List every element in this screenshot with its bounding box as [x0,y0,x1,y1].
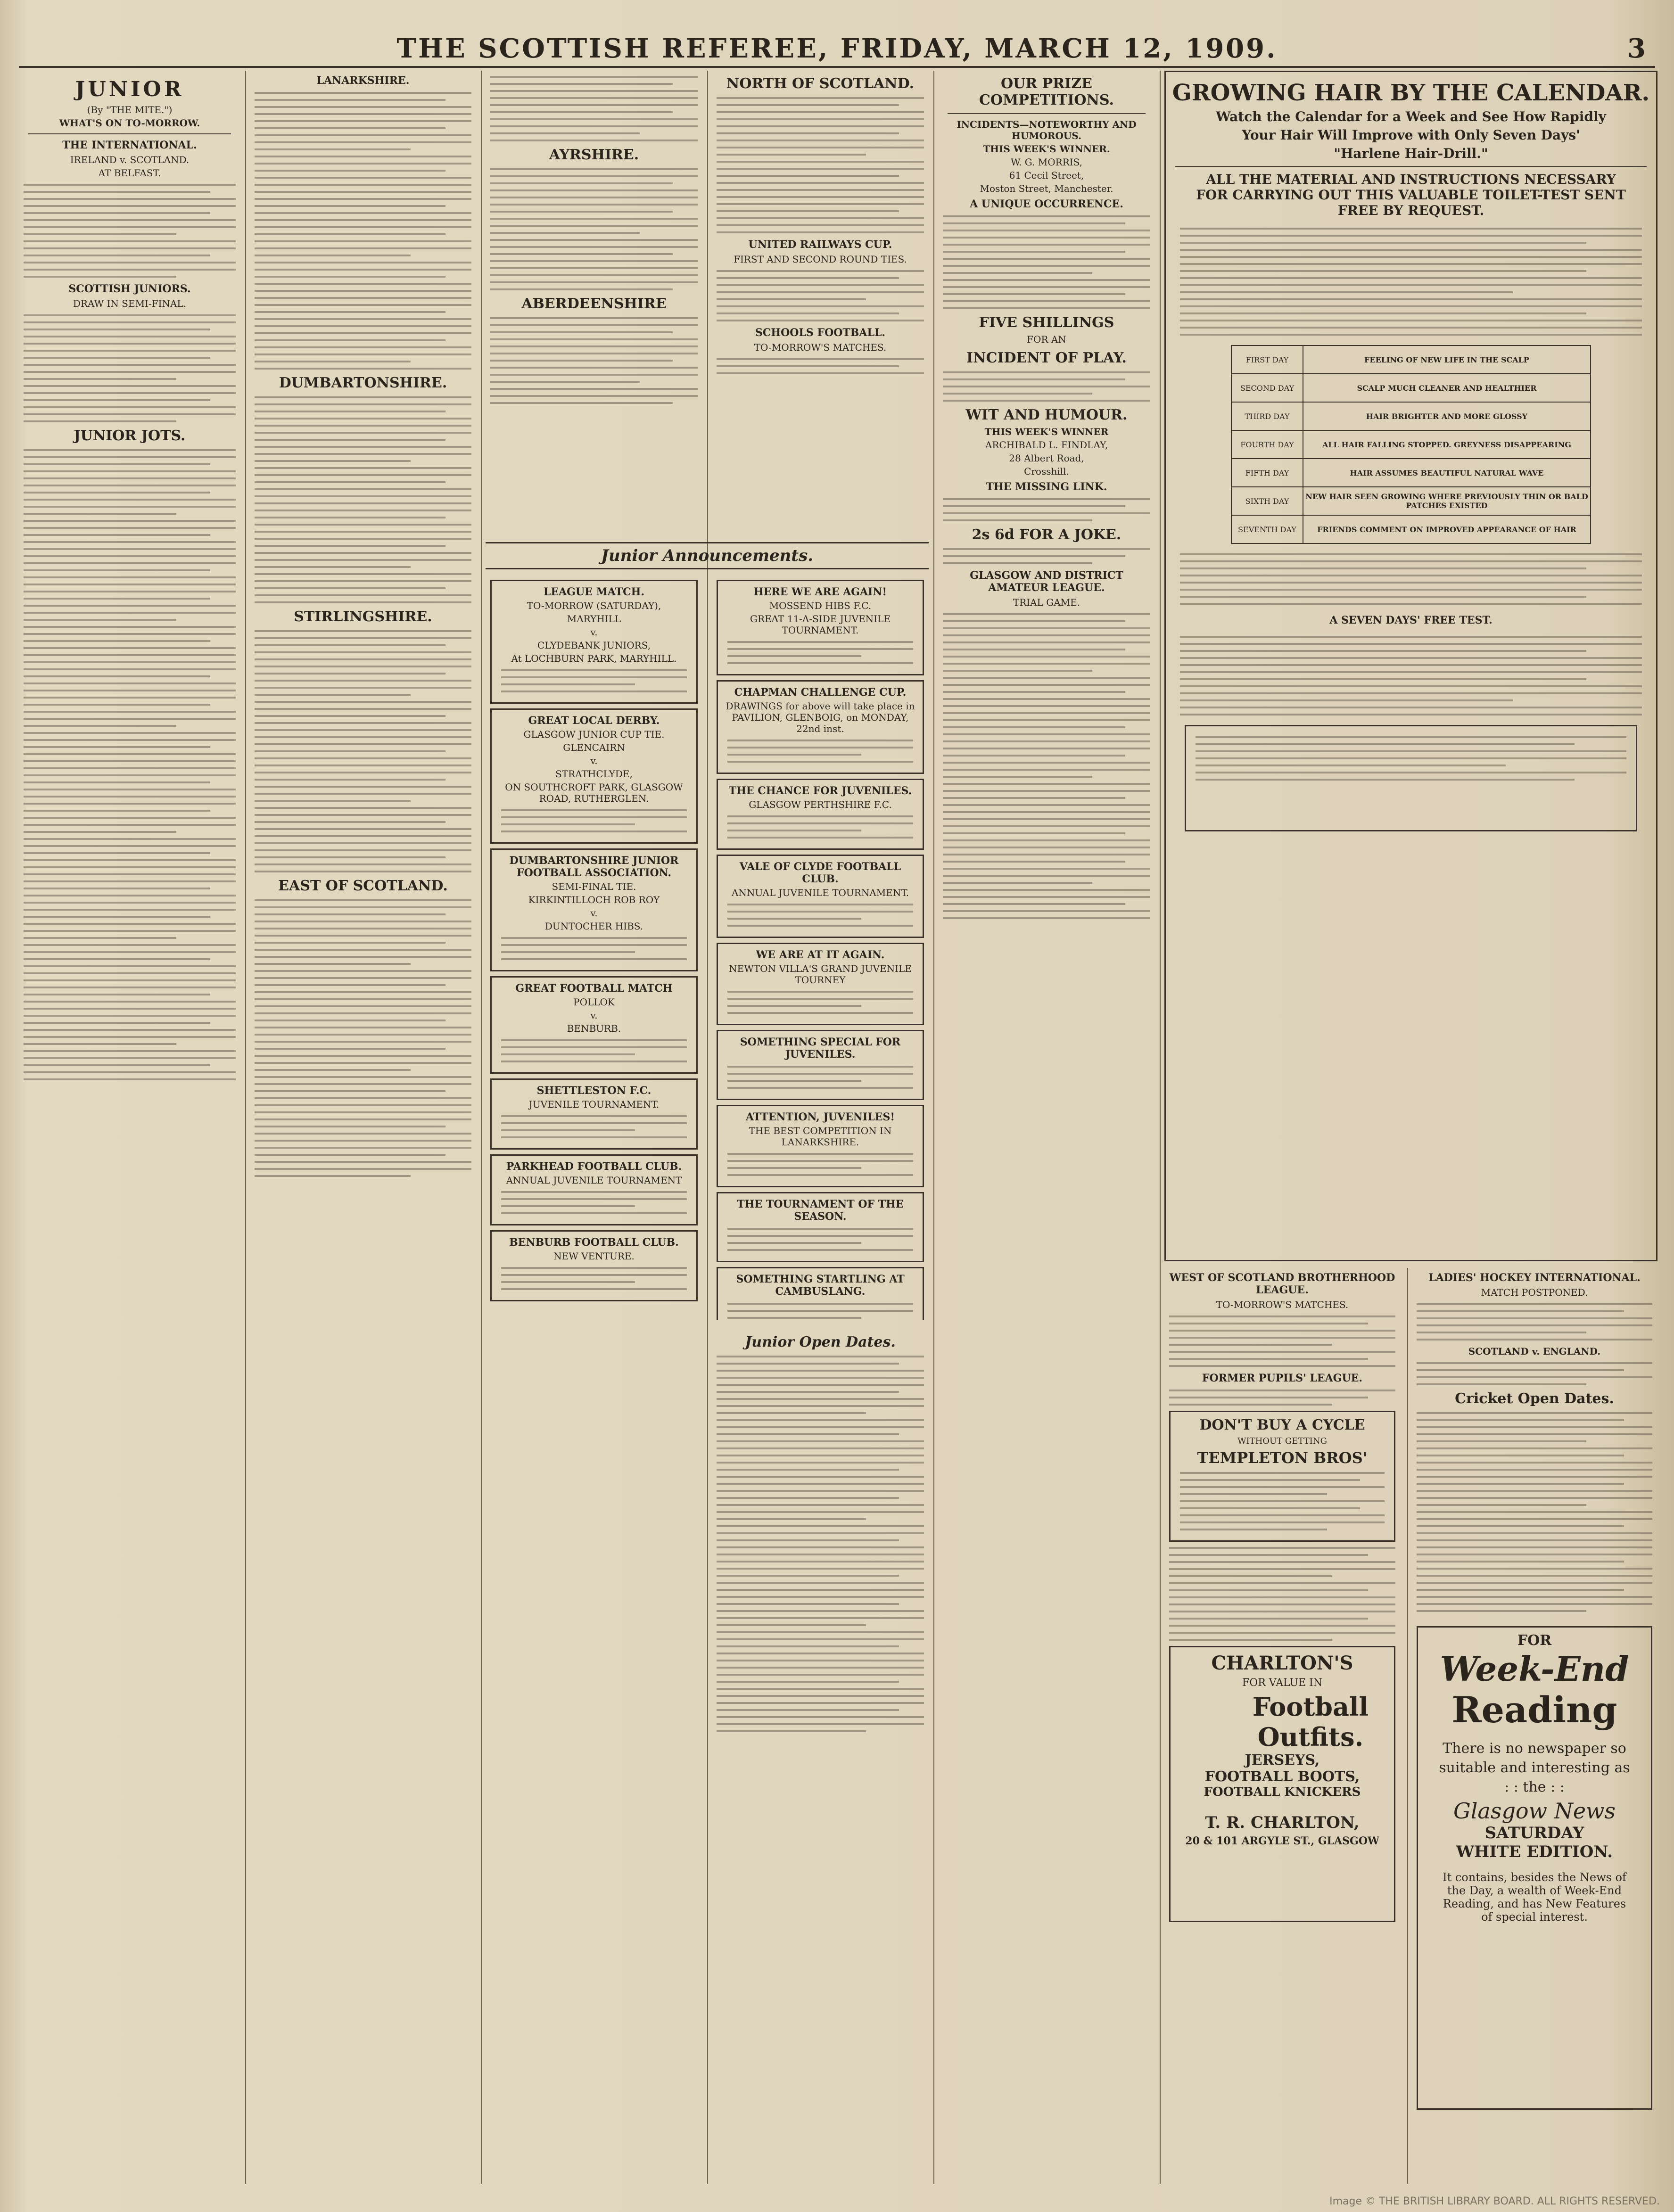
scotland-england: SCOTLAND v. ENGLAND. [1468,1346,1601,1357]
announcements-banner [486,542,929,569]
occurrence-heading: A UNIQUE OCCURRENCE. [970,198,1123,210]
joke-heading: 2s 6d FOR A JOKE. [972,526,1121,543]
winner-name: W. G. MORRIS, [1011,156,1082,168]
article-text [943,215,1150,309]
schools-heading: SCHOOLS FOOTBALL. [755,327,886,339]
divider [1175,166,1647,167]
article-text [255,630,471,872]
charlton-boots: FOOTBALL BOOTS, [1204,1768,1360,1785]
calendar-description: ALL HAIR FALLING STOPPED. GREYNESS DISAPPEARING [1322,440,1571,449]
announcement-title: SHETTLESTON F.C. [536,1085,651,1097]
column-regional [250,71,476,2184]
announcement-line: ANNUAL JUVENILE TOURNAMENT [506,1175,682,1186]
wit-winner-address: Crosshill. [1024,466,1069,477]
hair-advertisement [1164,71,1658,1261]
weekend-ad [1417,1626,1652,2110]
hair-ad-text [1180,553,1642,605]
announcement-text [501,669,687,692]
weekend-the: : : the : : [1504,1779,1565,1795]
announcement-line: GREAT 11-A-SIDE JUVENILE TOURNAMENT. [750,613,891,636]
jots-heading: JUNIOR JOTS. [74,428,186,444]
incidents-heading: INCIDENTS—NOTEWORTHY AND HUMOROUS. [957,119,1137,141]
announcement-line: v. [590,1010,598,1021]
announcement-title: GREAT FOOTBALL MATCH [515,982,673,995]
column-north [712,71,929,542]
five-shillings: FIVE SHILLINGS [979,314,1114,331]
announcement-line: GLASGOW JUNIOR CUP TIE. [523,729,665,740]
cycle-ad-subtitle: WITHOUT GETTING [1237,1436,1328,1446]
announcement-text [727,1228,913,1251]
cycle-ad-text [1180,1472,1385,1530]
cycle-ad [1169,1411,1395,1542]
weekend-description: It contains, besides the News of the Day, a wealth of Week-End Reading, and has New Features of special interest. [1443,1871,1626,1924]
calendar-row [1232,430,1590,458]
missing-link-heading: THE MISSING LINK. [986,481,1107,493]
glasgow-news: Glasgow News [1453,1798,1616,1824]
calendar-row [1232,458,1590,486]
article-text [1169,1316,1395,1367]
announcement-text [501,1267,687,1290]
article-text [255,92,471,370]
announcement-box [717,1192,924,1262]
section-heading: THE INTERNATIONAL. [62,139,197,151]
announcement-title: HERE WE ARE AGAIN! [753,586,887,598]
announcement-line: NEW VENTURE. [553,1250,635,1262]
announcement-text [501,809,687,832]
article-text [1417,1362,1652,1385]
postponed-subhead: MATCH POSTPONED. [1481,1287,1588,1298]
calendar-description: HAIR BRIGHTER AND MORE GLOSSY [1366,411,1528,421]
announcement-box [490,1154,698,1225]
article-text [1169,1390,1395,1406]
hair-ad-subtitle: Your Hair Will Improve with Only Seven Days' [1242,127,1580,143]
announcement-text [727,991,913,1014]
announcements-right [712,575,929,1320]
article-text [717,270,924,321]
winner-address: Moston Street, Manchester. [980,183,1113,194]
announcement-title: THE CHANCE FOR JUVENILES. [728,785,912,797]
wit-winner-heading: THIS WEEK'S WINNER [984,426,1109,437]
winner-address: 61 Cecil Street, [1009,170,1084,181]
lower-right-left [1164,1268,1400,2184]
article-text [717,358,924,374]
ayrshire-heading: AYRSHIRE. [549,147,639,163]
announcement-line: At LOCHBURN PARK, MARYHILL. [511,653,677,664]
article-text [490,317,698,404]
announcement-title: LEAGUE MATCH. [543,586,645,598]
column-rule [933,71,934,2184]
announcement-text [727,815,913,839]
calendar-row [1232,373,1590,402]
lower-right-right [1412,1268,1657,2184]
calendar-row [1232,486,1590,515]
dumbarton-heading: DUMBARTONSHIRE. [279,375,447,391]
divider [28,133,231,134]
announcement-line: CLYDEBANK JUNIORS, [537,640,651,651]
hair-ad-material: ALL THE MATERIAL AND INSTRUCTIONS NECESSARY FOR CARRYING OUT THIS VALUABLE TOILET-TEST SENT FREE BY REQUEST. [1196,172,1626,218]
article-text [943,613,1150,919]
announcement-box [717,779,924,850]
announcement-line: BENBURB. [567,1023,621,1034]
calendar-description: NEW HAIR SEEN GROWING WHERE PREVIOUSLY THIN OR BALD PATCHES EXISTED [1305,492,1588,510]
saturday: SATURDAY [1484,1824,1584,1842]
column-prizes [938,71,1155,2184]
charlton-name: T. R. CHARLTON, [1205,1813,1360,1832]
subhead: WHAT'S ON TO-MORROW. [59,117,200,129]
announcement-line: ANNUAL JUVENILE TOURNAMENT. [731,887,909,898]
calendar-day: FIRST DAY [1232,346,1303,373]
announcement-box [717,580,924,675]
charlton-outfits: Outfits. [1257,1722,1364,1752]
incident-heading: INCIDENT OF PLAY. [966,350,1127,366]
column-ayr [486,71,702,542]
announcement-line: v. [590,626,598,638]
announcement-title: GREAT LOCAL DERBY. [528,715,660,727]
coupon-text [1196,736,1626,781]
article-text [255,396,471,603]
cycle-ad-title: DON'T BUY A CYCLE [1199,1417,1365,1433]
venue-line: AT BELFAST. [98,167,161,179]
weekend-for: FOR [1517,1632,1552,1649]
article-text [24,449,236,1080]
match-line: IRELAND v. SCOTLAND. [70,154,190,165]
open-dates-list [717,1356,924,1732]
hair-ad-title: GROWING HAIR BY THE CALENDAR. [1172,80,1650,106]
charlton-knickers: FOOTBALL KNICKERS [1204,1785,1361,1799]
byline: (By "THE MITE.") [87,104,173,115]
announcement-text [727,1153,913,1176]
open-dates-heading: Junior Open Dates. [745,1334,896,1350]
announcement-box [490,708,698,844]
announcement-box [490,976,698,1074]
article-text [943,498,1150,521]
calendar-row [1232,515,1590,543]
column-rule [1160,71,1161,2184]
announcement-box [490,1078,698,1150]
white-edition: WHITE EDITION. [1456,1842,1613,1861]
announcement-line: STRATHCLYDE, [555,768,633,780]
article-text [255,899,471,1177]
announcement-box [717,680,924,774]
announcement-line: JUVENILE TOURNAMENT. [528,1099,660,1110]
announcement-line: ON SOUTHCROFT PARK, GLASGOW ROAD, RUTHERGLEN. [505,781,683,804]
announcement-text [501,1039,687,1062]
stirling-heading: STIRLINGSHIRE. [294,609,432,625]
announcement-title: SOMETHING STARTLING AT CAMBUSLANG. [736,1273,905,1298]
copyright-footer: Image © THE BRITISH LIBRARY BOARD. ALL RIGHTS RESERVED. [1329,2196,1660,2207]
weekend-line: suitable and interesting as [1439,1760,1630,1776]
schools-subhead: TO-MORROW'S MATCHES. [754,342,887,353]
announcements-left [486,575,702,2184]
free-test-heading: A SEVEN DAYS' FREE TEST. [1329,614,1493,626]
announcement-title: WE ARE AT IT AGAIN. [756,949,885,961]
calendar-day: THIRD DAY [1232,403,1303,430]
hair-ad-subtitle: Watch the Calendar for a Week and See How Rapidly [1216,109,1606,124]
announcement-box [717,1267,924,1320]
article-text [1169,1547,1395,1641]
prize-heading: OUR PRIZE COMPETITIONS. [979,75,1114,108]
announcement-text [501,937,687,960]
calendar-row [1232,402,1590,430]
article-text [1417,1303,1652,1340]
column-junior [19,71,240,2184]
winner-heading: THIS WEEK'S WINNER. [983,143,1110,155]
united-subhead: FIRST AND SECOND ROUND TIES. [734,254,907,265]
weekend-reading: Reading [1451,1689,1617,1731]
charlton-football: Football [1252,1692,1369,1722]
page-number: 3 [1627,33,1646,64]
semi-subhead: DRAW IN SEMI-FINAL. [73,298,187,309]
article-text [943,548,1150,564]
column-rule [245,71,246,2184]
announcement-box [717,1030,924,1100]
announcement-line: DUNTOCHER HIBS. [544,921,643,932]
masthead-title: THE SCOTTISH REFEREE, FRIDAY, MARCH 12, 1909. [396,33,1278,64]
calendar-day: FOURTH DAY [1232,431,1303,458]
article-text [490,76,698,141]
column-rule [707,71,708,2184]
cycle-ad-brand: TEMPLETON BROS' [1197,1449,1368,1467]
announcement-line: DRAWINGS for above will take place in PAVILION, GLENBOIG, on MONDAY, 22nd inst. [726,700,915,734]
announcement-line: GLASGOW PERTHSHIRE F.C. [749,799,892,810]
announcement-box [717,855,924,938]
announcement-line: v. [590,755,598,766]
column-rule [481,71,482,2184]
east-heading: EAST OF SCOTLAND. [278,878,448,894]
calendar-day: SIXTH DAY [1232,487,1303,515]
announcement-title: BENBURB FOOTBALL CLUB. [509,1236,679,1249]
wit-winner-name: ARCHIBALD L. FINDLAY, [985,439,1108,451]
hair-ad-subtitle: "Harlene Hair-Drill." [1334,146,1488,161]
hair-calendar-chart [1231,345,1591,544]
announcement-title: PARKHEAD FOOTBALL CLUB. [506,1160,682,1173]
announcement-line: KIRKINTILLOCH ROB ROY [528,894,660,905]
charlton-title: CHARLTON'S [1211,1652,1353,1674]
announcement-title: DUMBARTONSHIRE JUNIOR FOOTBALL ASSOCIATION. [509,855,679,879]
announcement-title: ATTENTION, JUVENILES! [745,1111,895,1123]
announcement-box [490,1230,698,1301]
calendar-description: SCALP MUCH CLEANER AND HEALTHIER [1357,383,1537,393]
calendar-description: HAIR ASSUMES BEAUTIFUL NATURAL WAVE [1350,468,1544,477]
announcement-line: POLLOK [573,996,615,1008]
announcement-text [727,740,913,763]
calendar-description: FEELING OF NEW LIFE IN THE SCALP [1364,355,1529,364]
weekend-title: Week-End [1440,1649,1629,1689]
announcement-text [501,1115,687,1138]
column-rule [1407,1268,1408,2184]
west-league-subhead: TO-MORROW'S MATCHES. [1216,1299,1349,1310]
open-dates [712,1329,929,2184]
trial-heading: TRIAL GAME. [1013,597,1080,608]
announcement-title: VALE OF CLYDE FOOTBALL CLUB. [739,861,901,885]
announcement-line: MARYHILL [567,613,621,625]
calendar-row [1232,346,1590,373]
announcement-box [717,1105,924,1187]
calendar-day: SEVENTH DAY [1232,516,1303,543]
wit-heading: WIT AND HUMOUR. [965,407,1128,423]
lanark-heading: LANARKSHIRE. [316,74,410,87]
charlton-address: 20 & 101 ARGYLE ST., GLASGOW [1185,1835,1379,1847]
announcement-title: CHAPMAN CHALLENGE CUP. [734,686,907,699]
cricket-heading: Cricket Open Dates. [1455,1390,1614,1407]
announcement-title: THE TOURNAMENT OF THE SEASON. [737,1198,904,1223]
hair-ad-text [1180,636,1642,715]
semi-heading: SCOTTISH JUNIORS. [68,283,191,295]
announcement-box [717,943,924,1025]
charlton-jerseys: JERSEYS, [1245,1752,1320,1768]
announcement-text [727,904,913,927]
announcement-box [490,848,698,971]
for-an: FOR AN [1027,334,1066,345]
masthead [19,28,1655,68]
article-text [24,314,236,422]
cricket-list [1417,1412,1652,1612]
announcement-title: SOMETHING SPECIAL FOR JUVENILES. [740,1036,901,1061]
calendar-day: SECOND DAY [1232,374,1303,402]
article-text [490,168,698,290]
united-heading: UNITED RAILWAYS CUP. [748,238,892,251]
announcement-text [727,1066,913,1089]
announcements-heading: Junior Announcements. [601,546,814,565]
calendar-description: FRIENDS COMMENT ON IMPROVED APPEARANCE OF HAIR [1317,525,1576,534]
announcement-line: MOSSEND HIBS F.C. [769,600,872,611]
amateur-heading: GLASGOW AND DISTRICT AMATEUR LEAGUE. [970,569,1123,594]
junior-heading: JUNIOR [75,77,184,101]
divider [948,113,1146,114]
former-pupils-heading: FORMER PUPILS' LEAGUE. [1202,1372,1363,1384]
north-heading: NORTH OF SCOTLAND. [726,75,915,92]
announcement-line: TO-MORROW (SATURDAY), [527,600,661,611]
article-text [943,371,1150,402]
charlton-ad [1169,1646,1395,1922]
coupon-box[interactable] [1185,725,1637,831]
announcement-line: NEWTON VILLA'S GRAND JUVENILE TOURNEY [729,963,912,986]
announcement-text [727,641,913,664]
announcement-line: SEMI-FINAL TIE. [552,881,636,892]
article-text [717,97,924,233]
charlton-sub: FOR VALUE IN [1242,1677,1323,1689]
hair-ad-text [1180,228,1642,336]
announcement-line: GLENCAIRN [563,742,625,753]
calendar-day: FIFTH DAY [1232,459,1303,486]
west-league-heading: WEST OF SCOTLAND BROTHERHOOD LEAGUE. [1169,1272,1395,1296]
announcement-text [501,1191,687,1214]
announcement-line: v. [590,907,598,919]
wit-winner-address: 28 Albert Road, [1009,452,1084,464]
weekend-line: There is no newspaper so [1443,1740,1626,1757]
announcement-box [490,580,698,704]
ladies-hockey-heading: LADIES' HOCKEY INTERNATIONAL. [1428,1272,1641,1284]
aberdeen-heading: ABERDEENSHIRE [521,296,667,312]
article-text [24,184,236,278]
announcement-line: THE BEST COMPETITION IN LANARKSHIRE. [749,1125,892,1148]
announcement-text [727,1303,913,1320]
